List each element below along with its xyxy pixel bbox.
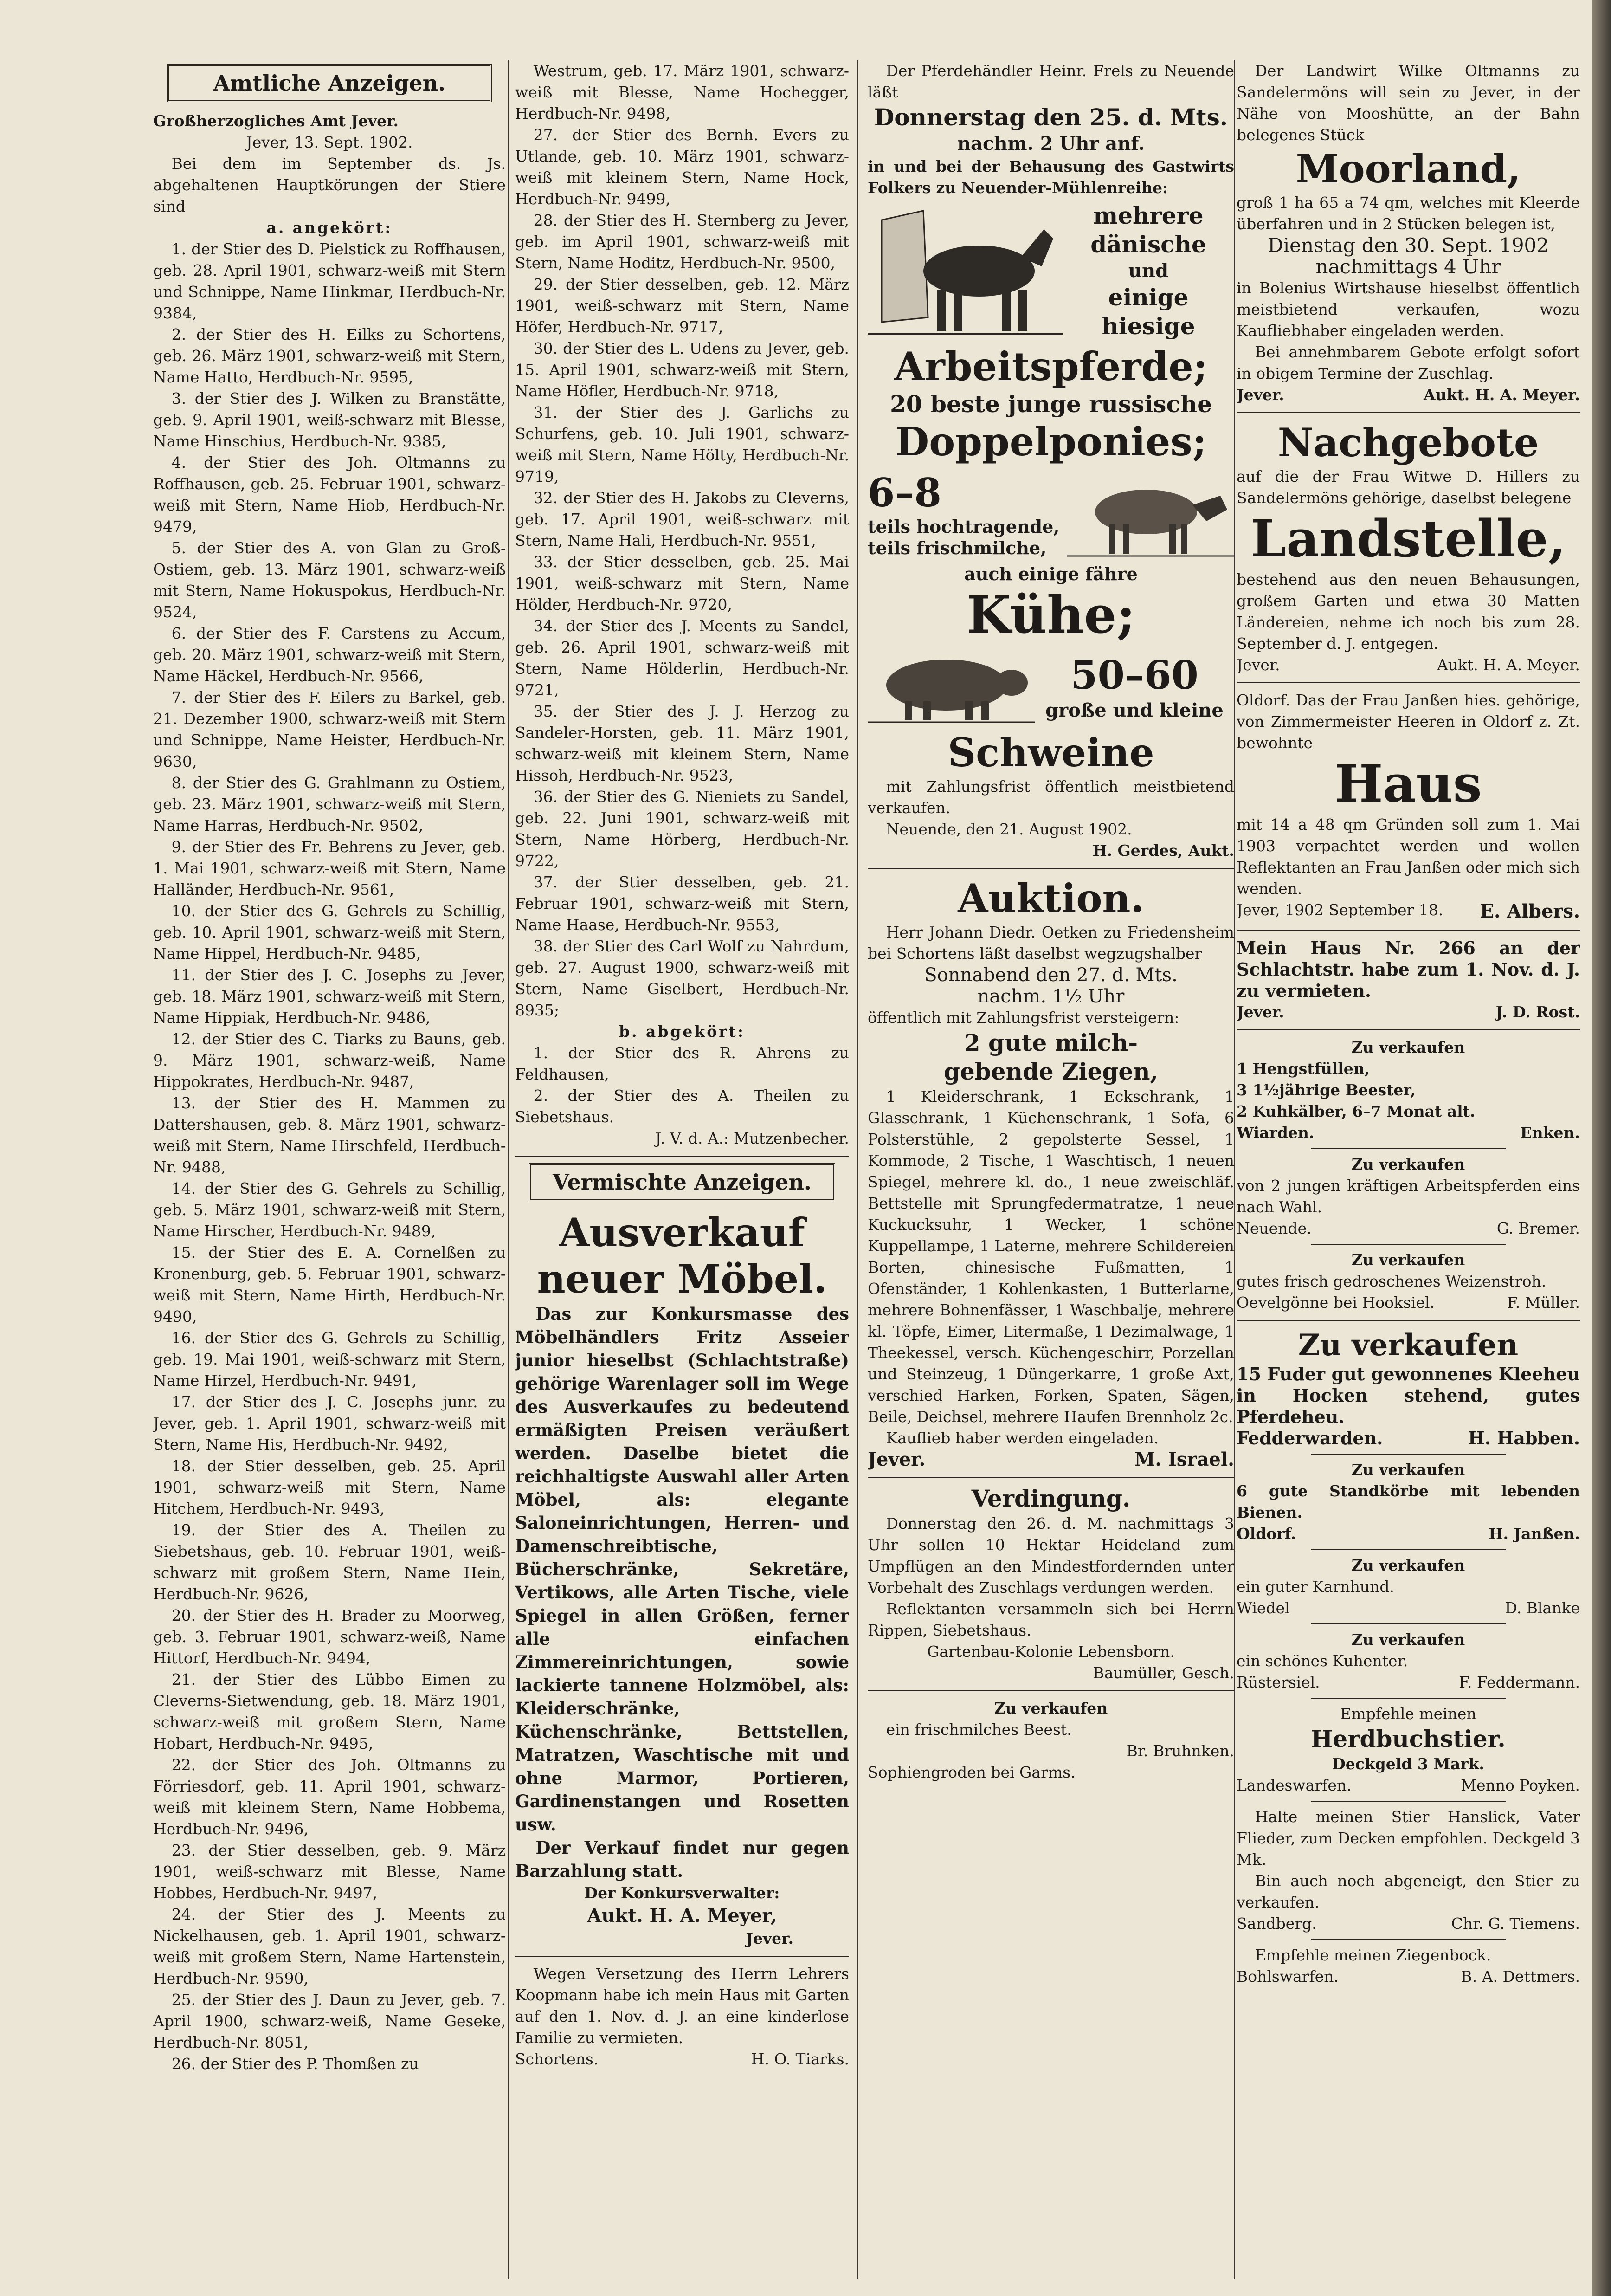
bull-entry: 35. der Stier des J. J. Herzog zu Sandeler-Horsten, geb. 11. März 1901, schwarz-weiß mit kleinem Stern, Name Hissoh, Herdbuch-Nr. 9523, [515,702,849,784]
bull-entry: 5. der Stier des A. von Glan zu Groß-Ostiem, geb. 13. März 1901, schwarz-weiß mit Stern, Name Hokuspokus, Herdbuch-Nr. 9524, [153,539,506,621]
sale-cow-heading: Zu verkaufen [994,1699,1108,1717]
ad-payment-terms: Der Verkauf findet nur gegen Barzahlung statt. [515,1837,849,1881]
divider [1311,1549,1506,1550]
column-bull-list-continued [515,60,849,2279]
section-a-heading: a. angekört: [266,219,393,237]
sale-cow-name: Br. Bruhnken. [1126,1742,1234,1760]
auktion-date: Sonnabend den 27. d. Mts. [924,964,1178,986]
bull-entry: 3. der Stier des J. Wilken zu Branstätte, geb. 9. April 1901, weiß-schwarz mit Blesse, Name Hinschius, Herdbuch-Nr. 9385, [153,389,506,450]
sale-cow-place: Sophiengroden bei Garms. [868,1763,1076,1781]
ad4-name: H. Habben. [1468,1428,1580,1449]
nachgebote-signature [1237,654,1580,676]
rental-ad-text: Wegen Versetzung des Herrn Lehrers Koopmann habe ich mein Haus mit Garten auf den 1. Nov. d. J. an eine kinderlose Familie zu vermieten. [515,1965,849,2047]
divider [515,1156,849,1157]
divider [1237,1320,1580,1321]
ad1-items [1237,1058,1580,1122]
rost-place: Jever. [1237,1003,1284,1021]
bull-entry: 24. der Stier des J. Meents zu Nickelhausen, geb. 1. April 1901, schwarz-weiß mit großem Stern, Name Hartenstein, Herdbuch-Nr. 9590, [153,1905,506,1987]
bull-entry: 33. der Stier desselben, geb. 25. Mai 1901, weiß-schwarz mit Stern, Name Hölder, Herdbuch-Nr. 9720, [515,553,849,614]
ad6-signature [1237,1597,1580,1619]
ad9-text: Halte meinen Stier Hanslick, Vater Flieder, zum Decken empfohlen. Deckgeld 3 Mk. [1237,1808,1580,1869]
divider [515,1956,849,1957]
ad6-heading: Zu verkaufen [1351,1556,1465,1574]
moor-time: nachmittags 4 Uhr [1315,255,1501,278]
divider [868,1477,1234,1478]
ad5-place: Oldorf. [1237,1525,1296,1543]
headline-pigs: Schweine [947,730,1154,776]
horse-type-2: dänische [1090,231,1206,258]
ad1-item: 2 Kuhkälber, 6–7 Monat alt. [1237,1102,1476,1120]
bull-entry: 27. der Stier des Bernh. Evers zu Utlande, geb. 10. März 1901, schwarz-weiß mit kleinem Stern, Name Hock, Herdbuch-Nr. 9499, [515,126,849,208]
rental-ad-signature [515,2049,849,2070]
bull-entry: 19. der Stier des A. Theilen zu Siebetshaus, geb. 10. Februar 1901, weiß-schwarz mit großem Stern, Name Hein, Herdbuch-Nr. 9626, [153,1521,506,1603]
column-official-notices [153,60,506,2279]
scan-edge [1592,0,1611,2296]
horse-type-1: mehrere [1093,202,1204,229]
nachgebote-text: bestehend aus den neuen Behausungen, großem Garten und etwa 30 Matten Ländereien, nehme ich noch bis zum 28. September d. J. entgegen. [1237,570,1580,653]
ad2-signature [1237,1218,1580,1239]
ad4-place: Fedderwarden. [1237,1428,1383,1449]
rejected-bull-entry: 1. der Stier des R. Ahrens zu Feldhausen, [515,1044,849,1083]
haus-date: Jever, 1902 September 18. [1237,901,1443,919]
divider [1237,930,1580,931]
cow-illustration [1067,468,1234,561]
notice-date: Jever, 13. Sept. 1902. [246,133,413,151]
bull-entry: 22. der Stier des Joh. Oltmanns zu Förriesdorf, geb. 11. April 1901, schwarz-weiß mit kleinem Stern, Name Hobbema, Herdbuch-Nr. 9496, [153,1756,506,1838]
goats-line-2: gebende Ziegen, [944,1058,1158,1085]
ad6-name: D. Blanke [1505,1599,1580,1617]
ad11-signature [1237,1966,1580,1987]
bull-entry: 11. der Stier des J. C. Josephs zu Jever, geb. 18. März 1901, schwarz-weiß mit Stern, Name Hippiak, Herdbuch-Nr. 9486, [153,966,506,1027]
sale-terms: mit Zahlungsfrist öffentlich meistbietend verkaufen. [868,777,1234,817]
moor-description: groß 1 ha 65 a 74 qm, welches mit Kleerde überfahren und in 2 Stücken belegen ist, [1237,194,1580,233]
ad1-signature [1237,1122,1580,1144]
ad4-text: 15 Fuder gut gewonnenes Kleeheu in Hocken stehend, gutes Pferdeheu. [1237,1364,1580,1427]
moor-name: Aukt. H. A. Meyer. [1424,386,1580,404]
ad8-signature [1237,1775,1580,1796]
divider [1237,412,1580,413]
moor-place: Jever. [1237,386,1284,404]
headline-auktion: Auktion. [958,875,1144,921]
ad8-name: Menno Poyken. [1461,1776,1580,1794]
ad6-text: ein guter Karnhund. [1237,1578,1394,1596]
ad2-place: Neuende. [1237,1219,1312,1237]
ad5-signature [1237,1523,1580,1545]
cow-illustration-row [868,468,1234,561]
cow-text-block [868,470,1067,559]
auktion-name: M. Israel. [1134,1449,1234,1470]
ad8-fee: Deckgeld 3 Mark. [1332,1755,1484,1773]
ad1-heading: Zu verkaufen [1351,1038,1465,1056]
headline-workhorses: Arbeitspferde; [894,343,1208,389]
bull-entry: 23. der Stier desselben, geb. 9. März 1901, weiß-schwarz mit Blesse, Name Hobbes, Herdbuch-Nr. 9497, [153,1841,506,1902]
horse-type-list [1063,201,1234,341]
auktion-signature [868,1449,1234,1470]
bull-entry: 15. der Stier des E. A. Cornelßen zu Kronenburg, geb. 5. Februar 1901, schwarz-weiß mit Stern, Name Hirth, Herdbuch-Nr. 9490, [153,1243,506,1326]
bull-entry: 1. der Stier des D. Pielstick zu Roffhausen, geb. 28. April 1901, schwarz-weiß mit Stern und Schnippe, Name Hinkmar, Herdbuch-Nr. 9384, [153,240,506,322]
moor-text: in Bolenius Wirtshause hieselbst öffentlich meistbietend verkaufen, wozu Kaufliebhaber eingeladen werden. [1237,279,1580,340]
bull-entry: 17. der Stier des J. C. Josephs junr. zu Jever, geb. 1. April 1901, schwarz-weiß mit Stern, Name His, Herdbuch-Nr. 9492, [153,1393,506,1454]
headline-herdbuchstier: Herdbuchstier. [1311,1725,1506,1753]
ad11-place: Bohlswarfen. [1237,1967,1339,1986]
ad7-name: F. Feddermann. [1459,1673,1580,1691]
ad2-heading: Zu verkaufen [1351,1155,1465,1173]
rental-ad-name: H. O. Tiarks. [751,2050,849,2068]
ad-administrator-name: Aukt. H. A. Meyer, [587,1905,777,1927]
ad2-text: von 2 jungen kräftigen Arbeitspferden eins nach Wahl. [1237,1177,1580,1216]
auktion-item-list: 1 Kleiderschrank, 1 Eckschrank, 1 Glasschrank, 1 Küchenschrank, 1 Sofa, 6 Polsterstühle, 2 gepolsterte Sessel, 1 Kommode, 2 Tische, 1 Waschtisch, 1 neuen Spiegel, mehrere kl. do., 1 neue zweischläf. Bettstelle mit Sprungfedermatratze, 1 neue Kuckucksuhr, 1 Wecker, 1 schöne Kuppellampe, 1 Laterne, mehrere Schildereien Borten, chinesische Fußmatten, 1 Ofenständer, 1 Kohlenkasten, 1 Butterlarne, mehrere Bohnenfässer, 1 Waschbalje, mehrere kl. Töpfe, Eimer, Litermaße, 1 Dezimalwage, 1 Theekessel, versch. Küchengeschirr, Porzellan und Steinzeug, 1 Düngerkarre, 1 große Axt, verschied Harken, Forken, Spaten, Sägen, Beile, Deichsel, mehrere Haufen Brennholz 2c. [868,1087,1234,1426]
goats-line-1: 2 gute milch- [964,1029,1138,1056]
ad1-place: Wiarden. [1237,1124,1315,1142]
ad7-place: Rüstersiel. [1237,1673,1320,1691]
verdingung-org: Gartenbau-Kolonie Lebensborn. [927,1643,1175,1661]
bull-entry: 31. der Stier des J. Garlichs zu Schurfens, geb. 10. Juli 1901, schwarz-weiß mit Stern, Name Hölty, Herdbuch-Nr. 9719, [515,403,849,485]
section-header-misc: Vermischte Anzeigen. [529,1163,835,1201]
notice-signature: J. V. d. A.: Mutzenbecher. [655,1129,849,1147]
bull-entry: 10. der Stier des G. Gehrels zu Schillig, geb. 10. April 1901, schwarz-weiß mit Stern, Name Hippel, Herdbuch-Nr. 9485, [153,902,506,963]
bull-entry: 14. der Stier des G. Gehrels zu Schillig, geb. 5. März 1901, schwarz-weiß mit Stern, Name Hirscher, Herdbuch-Nr. 9489, [153,1179,506,1240]
ponies-line: 20 beste junge russische [890,390,1212,418]
headline-moorland: Moorland, [1295,146,1521,192]
ad10-place: Sandberg. [1237,1914,1317,1933]
bull-entry: 2. der Stier des H. Eilks zu Schortens, geb. 26. März 1901, schwarz-weiß mit Stern, Name Hatto, Herdbuch-Nr. 9595, [153,325,506,386]
rost-name: J. D. Rost. [1495,1003,1580,1021]
bull-entry: 8. der Stier des G. Grahlmann zu Ostiem, geb. 23. März 1901, schwarz-weiß mit Stern, Name Harras, Herdbuch-Nr. 9502, [153,774,506,834]
haus-name: E. Albers. [1480,900,1580,922]
haus-signature [1237,899,1580,924]
column-auctions [868,60,1234,2279]
bull-entry: Westrum, geb. 17. März 1901, schwarz-weiß mit Blesse, Name Hochegger, Herdbuch-Nr. 9498, [515,62,849,123]
nachgebote-name: Aukt. H. A. Meyer. [1437,656,1580,674]
section-b-heading: b. abgekört: [619,1022,745,1041]
rost-signature [1237,1002,1580,1023]
ad6-place: Wiedel [1237,1599,1290,1617]
authority: Großherzogliches Amt Jever. [153,112,399,130]
headline-cows: Kühe; [967,585,1135,645]
bull-entry: 9. der Stier des Fr. Behrens zu Jever, geb. 1. Mai 1901, schwarz-weiß mit Stern, Name Halländer, Herdbuch-Nr. 9561, [153,838,506,899]
bull-entry: 29. der Stier desselben, geb. 12. März 1901, weiß-schwarz mit Stern, Name Höfer, Herdbuch-Nr. 9717, [515,275,849,336]
pig-desc: große und kleine [1045,699,1224,721]
bull-entry: 4. der Stier des Joh. Oltmanns zu Roffhausen, geb. 25. Februar 1901, schwarz-weiß mit Stern, Name Hiob, Herdbuch-Nr. 9479, [153,453,506,536]
ad1-item: 3 1½jährige Beester, [1237,1081,1416,1099]
bull-entry: 28. der Stier des H. Sternberg zu Jever, geb. im April 1901, schwarz-weiß mit Stern, Name Hoditz, Herdbuch-Nr. 9500, [515,211,849,272]
nachgebote-place: Jever. [1237,656,1280,674]
rejected-bull-list [515,1042,849,1128]
divider [1311,1148,1506,1149]
haus-text: mit 14 a 48 qm Gründen soll zum 1. Mai 1903 verpachtet werden und wollen Reflektanten an Frau Janßen oder mich sich wenden. [1237,815,1580,898]
cow-desc-3: auch einige fähre [964,563,1138,584]
ad-body-moebel: Das zur Konkursmasse des Möbelhändlers Fritz Asseier junior hieselbst (Schlachtstraße) gehörige Warenlager soll im Wege des Ausverkaufes zu bedeutend ermäßigten Preisen veräußert werden. Daselbe bietet die reichhaltigste Auswahl aller Arten Möbel, als: elegante Saloneinrichtungen, Herren- und Damenschreibtische, Bücherschränke, Sekretäre, Vertikows, alle Arten Tische, viele Spiegel in allen Größen, ferner alle einfachen Zimmereinrichtungen, sowie lackierte tannene Holzmöbel, als: Kleiderschränke, Küchenschränke, Bettstellen, Matratzen, Waschtische mit und ohne Marmor, Portieren, Gardinenstangen und Rosetten usw. [515,1304,849,1835]
ad3-name: F. Müller. [1507,1294,1580,1312]
rental-ad-place: Schortens. [515,2050,599,2068]
rejected-bull-entry: 2. der Stier des A. Theilen zu Siebetshaus. [515,1087,849,1126]
divider [1311,1244,1506,1245]
moor-note: Bei annehmbarem Gebote erfolgt sofort in obigem Termine der Zuschlag. [1237,343,1580,382]
cow-desc-1: teils hochtragende, [868,516,1060,537]
bull-entry: 13. der Stier des H. Mammen zu Dattershausen, geb. 8. März 1901, schwarz-weiß mit Stern, Name Hirschfeld, Herdbuch-Nr. 9488, [153,1094,506,1176]
ad5-heading: Zu verkaufen [1351,1461,1465,1479]
horse-type-3: und [1128,260,1169,282]
auktion-place: Jever. [868,1449,926,1470]
divider [868,868,1234,869]
cow-count: 6–8 [868,470,941,516]
ad-administrator-label: Der Konkursverwalter: [584,1884,780,1902]
bull-entry: 36. der Stier des G. Nieniets zu Sandel, geb. 22. Juni 1901, schwarz-weiß mit Stern, Name Hörberg, Herdbuch-Nr. 9722, [515,788,849,870]
divider [1311,1698,1506,1699]
bull-entry: 30. der Stier des L. Udens zu Jever, geb. 15. April 1901, schwarz-weiß mit Stern, Name Höfler, Herdbuch-Nr. 9718, [515,339,849,400]
headline-verdingung: Verdingung. [971,1485,1131,1512]
horse-auction-intro: Der Pferdehändler Heinr. Frels zu Neuende läßt [868,62,1234,101]
ad5-name: H. Janßen. [1489,1525,1580,1543]
ad7-heading: Zu verkaufen [1351,1630,1465,1649]
divider [1311,1623,1506,1624]
verdingung-meeting: Reflektanten versammeln sich bei Herrn Rippen, Siebetshaus. [868,1600,1234,1639]
bull-list [153,239,506,2075]
bull-entry: 7. der Stier des F. Eilers zu Barkel, geb. 21. Dezember 1900, schwarz-weiß mit Stern und Schnippe, Name Heister, Herdbuch-Nr. 9630, [153,688,506,770]
bull-entry: 26. der Stier des P. Thomßen zu [171,2055,419,2073]
headline-ponies: Doppelponies; [895,419,1207,465]
divider [1237,1029,1580,1030]
verdingung-text: Donnerstag den 26. d. M. nachmittags 3 Uhr sollen 10 Hektar Heideland zum Umpflügen an den Mindestfordernden unter Vorbehalt des Zuschlags verdungen werden. [868,1514,1234,1597]
horse-auction-place: in und bei der Behausung des Gastwirts Folkers zu Neuender-Mühlenreihe: [868,157,1234,197]
ad4-heading: Zu verkaufen [1298,1328,1519,1363]
ad1-item: 1 Hengstfüllen, [1237,1060,1370,1078]
bull-entry: 12. der Stier des C. Tiarks zu Bauns, geb. 9. März 1901, schwarz-weiß, Name Hippokrates, Herdbuch-Nr. 9487, [153,1030,506,1091]
column-real-estate [1237,60,1580,2279]
horse-type-4: einige [1108,284,1189,311]
bull-entry: 18. der Stier desselben, geb. 25. April 1901, schwarz-weiß mit Stern, Name Hitchem, Herdbuch-Nr. 9493, [153,1457,506,1518]
headline-landstelle: Landstelle, [1250,509,1566,569]
bull-entry: 16. der Stier des G. Gehrels zu Schillig, geb. 19. Mai 1901, weiß-schwarz mit Stern, Name Hirzel, Herdbuch-Nr. 9491, [153,1329,506,1390]
auktion-time: nachm. 1½ Uhr [977,986,1125,1007]
bull-entry: 32. der Stier des H. Jakobs zu Cleverns, geb. 17. April 1901, weiß-schwarz mit Stern, Name Hali, Herdbuch-Nr. 9551, [515,489,849,550]
auktion-intro: Herr Johann Diedr. Oetken zu Friedensheim bei Schortens läßt daselbst wegzugshalber [868,923,1234,963]
horse-auction-date: Donnerstag den 25. d. Mts. [874,103,1228,131]
haus-intro: Oldorf. Das der Frau Janßen hies. gehörige, von Zimmermeister Heeren in Oldorf z. Zt. bewohnte [1237,691,1580,752]
bull-entry: 21. der Stier des Lübbo Eimen zu Cleverns-Sietwendung, geb. 18. März 1901, schwarz-weiß mit großem Stern, Name Hobart, Herdbuch-Nr. 9495, [153,1670,506,1753]
bull-entry: 34. der Stier des J. Meents zu Sandel, geb. 26. April 1901, schwarz-weiß mit Stern, Name Hölderlin, Herdbuch-Nr. 9721, [515,617,849,699]
horse-type-5: hiesige [1102,312,1195,340]
divider [868,1690,1234,1691]
bull-entry: 6. der Stier des F. Carstens zu Accum, geb. 20. März 1901, schwarz-weiß mit Stern, Name Häckel, Herdbuch-Nr. 9566, [153,624,506,685]
pig-illustration-row [868,648,1234,727]
ad7-text: ein schönes Kuhenter. [1237,1652,1408,1670]
ad10-signature [1237,1913,1580,1934]
divider [1311,1939,1506,1940]
ad11-text: Empfehle meinen Ziegenbock. [1255,1946,1491,1964]
ad1-name: Enken. [1520,1124,1580,1142]
bull-entry: 20. der Stier des H. Brader zu Moorweg, geb. 3. Februar 1901, schwarz-weiß, Name Hittorf, Herdbuch-Nr. 9494, [153,1606,506,1667]
auktion-terms: öffentlich mit Zahlungsfrist versteigern: [868,1009,1179,1027]
ad4-signature [1237,1428,1580,1449]
horse-illustration [868,201,1063,341]
ad8-intro: Empfehle meinen [1340,1705,1476,1723]
ad7-signature [1237,1672,1580,1693]
ad8-place: Landeswarfen. [1237,1776,1352,1794]
ad-title-moebel: neuer Möbel. [537,1256,827,1302]
sale-cow-text: ein frischmilches Beest. [886,1720,1072,1739]
bull-entry: 37. der Stier desselben, geb. 21. Februar 1901, schwarz-weiß mit Stern, Name Haase, Herdbuch-Nr. 9553, [515,873,849,934]
divider [1311,1454,1506,1455]
sale-date-line: Neuende, den 21. August 1902. [886,820,1132,838]
nachgebote-intro: auf die der Frau Witwe D. Hillers zu Sandelermöns gehörige, daselbst belegene [1237,467,1580,507]
horse-auction-time: nachm. 2 Uhr anf. [957,133,1145,155]
ad3-signature [1237,1292,1580,1313]
rost-text: Mein Haus Nr. 266 an der Schlachtstr. habe zum 1. Nov. d. J. zu vermieten. [1237,938,1580,1001]
headline-haus: Haus [1334,754,1482,814]
bull-entry: 25. der Stier des J. Daun zu Jever, geb. 7. April 1900, schwarz-weiß, Name Geseke, Herdbuch-Nr. 8051, [153,1991,506,2051]
ad5-text: 6 gute Standkörbe mit lebenden Bienen. [1237,1482,1580,1521]
divider [1237,682,1580,683]
pig-count: 50–60 [1070,652,1199,698]
ad10-text: Bin auch noch abgeneigt, den Stier zu verkaufen. [1237,1872,1580,1911]
ad10-name: Chr. G. Tiemens. [1451,1914,1580,1933]
ad2-name: G. Bremer. [1496,1219,1580,1237]
bull-list-continued [515,60,849,1021]
sale-auctioneer: H. Gerdes, Aukt. [1092,841,1234,860]
ad11-name: B. A. Dettmers. [1461,1967,1580,1986]
ad3-heading: Zu verkaufen [1351,1251,1465,1269]
moor-date: Dienstag den 30. Sept. 1902 [1268,234,1549,257]
ad-title-ausverkauf: Ausverkauf [559,1209,805,1255]
moor-intro: Der Landwirt Wilke Oltmanns zu Sandelermöns will sein zu Jever, in der Nähe von Mooshütte, an der Bahn belegenes Stück [1237,62,1580,144]
ad-administrator-place: Jever. [746,1929,793,1947]
bull-entry: 38. der Stier des Carl Wolf zu Nahrdum, geb. 27. August 1900, schwarz-weiß mit Stern, Name Giselbert, Herdbuch-Nr. 8935; [515,937,849,1019]
divider [1311,1801,1506,1802]
horse-illustration-row [868,201,1234,341]
section-header-official: Amtliche Anzeigen. [167,64,492,102]
cow-desc-2: teils frischmilche, [868,537,1047,558]
column-rule [508,60,509,2279]
auktion-invite: Kauflieb haber werden eingeladen. [886,1429,1159,1447]
ad3-place: Oevelgönne bei Hooksiel. [1237,1294,1435,1312]
moor-signature [1237,384,1580,406]
ad3-text: gutes frisch gedroschenes Weizenstroh. [1237,1272,1547,1290]
pig-illustration [868,648,1035,727]
headline-nachgebote: Nachgebote [1277,420,1539,466]
pig-text-block [1035,652,1234,723]
verdingung-name: Baumüller, Gesch. [1093,1664,1234,1682]
column-rule [1234,60,1235,2279]
column-rule [857,60,858,2279]
notice-intro: Bei dem im September ds. Js. abgehaltenen Hauptkörungen der Stiere sind [153,155,506,215]
